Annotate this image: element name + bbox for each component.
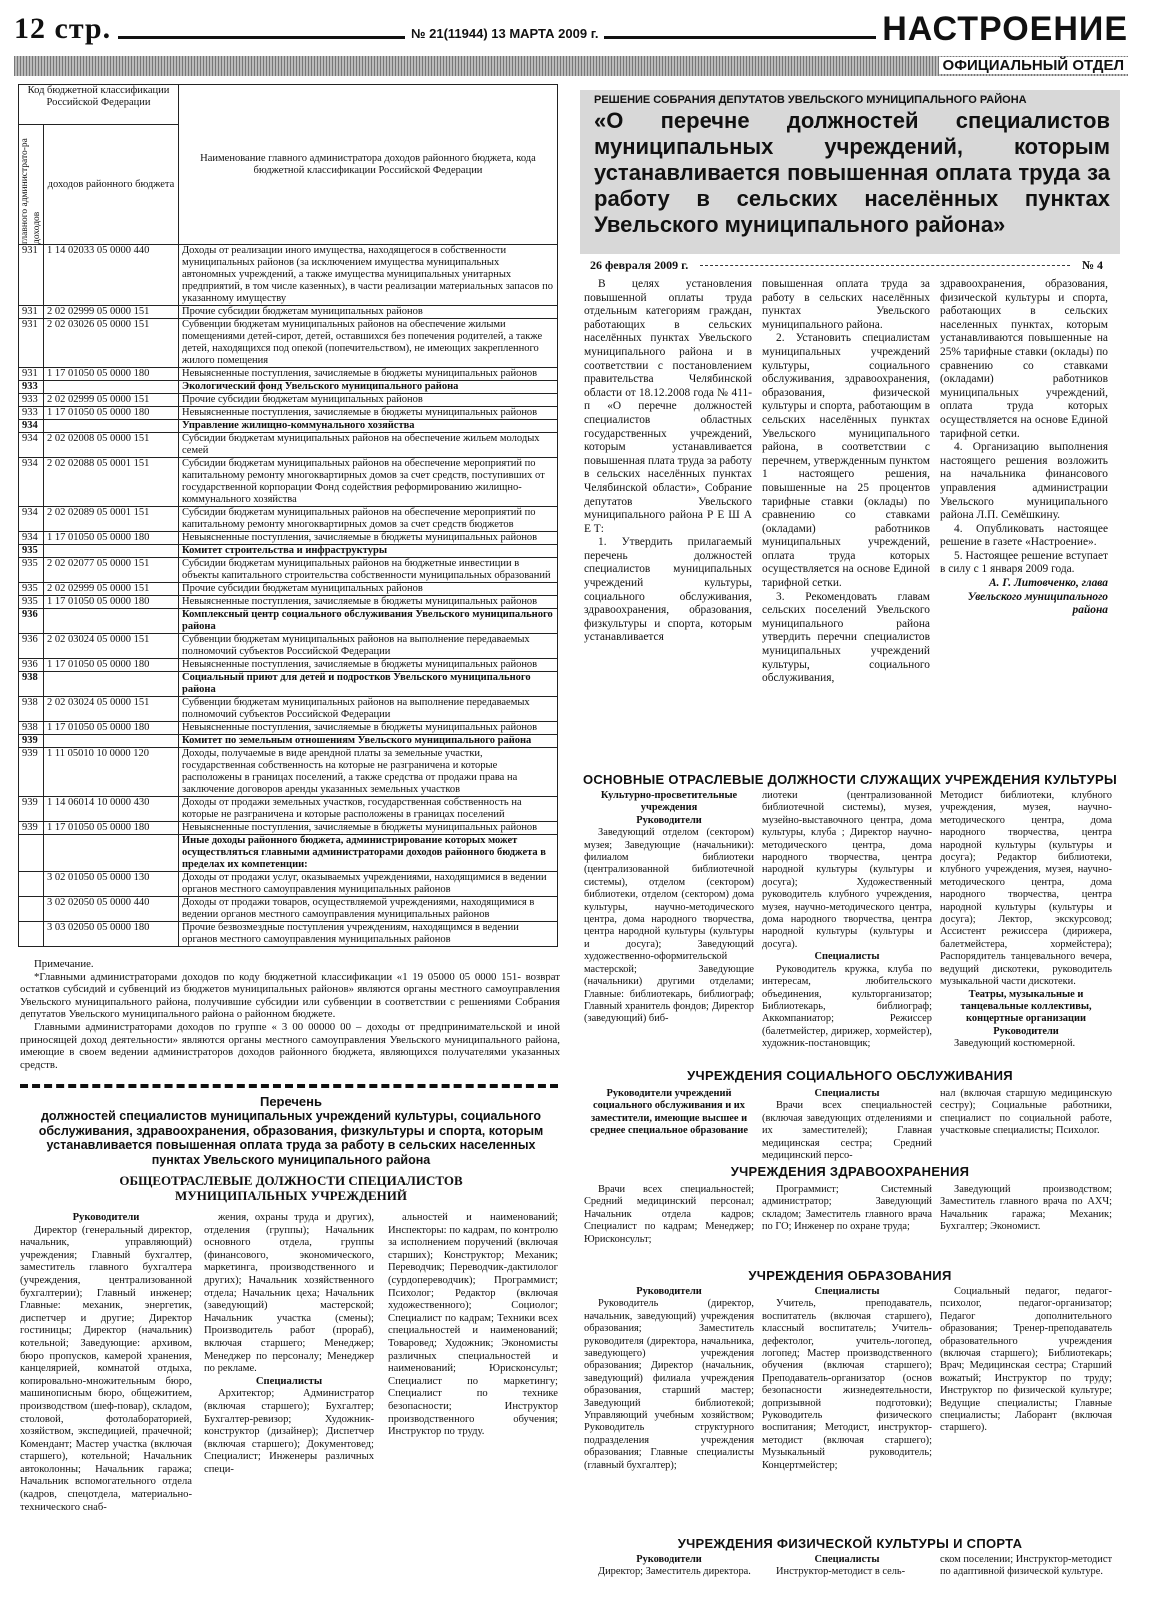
- table-cell-code: 2 02 03024 05 0000 151: [44, 697, 179, 722]
- sport-text: Директор; Заместитель директора.: [598, 1566, 751, 1578]
- table-cell-name: Доходы от продажи услуг, оказываемых учреждениями, находящимися в ведении органов местного самоуправления муниципальных районов: [179, 872, 558, 897]
- table-cell-name: Прочие субсидии бюджетам муниципальных районов: [179, 394, 558, 407]
- table-cell-code: 1 17 01050 05 0000 180: [44, 532, 179, 545]
- table-head-code: Код бюджетной классификации Российской Федерации: [19, 85, 179, 125]
- decision-number: № 4: [1082, 258, 1104, 272]
- table-cell-name: Иные доходы районного бюджета, администрирование которых может осуществляться главными администраторами доходов районного бюджета в пределах их компетенции:: [179, 835, 558, 872]
- health-text: Заведующий производством; Заместитель главного врача по АХЧ; Начальник гаража; Механик; Бухгалтер; Экономист.: [940, 1184, 1112, 1233]
- table-cell-name: Субвенции бюджетам муниципальных районов на выполнение передаваемых полномочий субъектов Российской Федерации: [179, 634, 558, 659]
- table-cell-name: Субсидии бюджетам муниципальных районов на обеспечение мероприятий по капитальному ремонту многоквартирных домов за счет средств бюджетов: [179, 507, 558, 532]
- table-cell-name: Управление жилищно-коммунального хозяйства: [179, 420, 558, 433]
- table-cell-name: Невыясненные поступления, зачисляемые в бюджеты муниципальных районов: [179, 722, 558, 735]
- social-text: Врачи всех специальностей (включая заведующих отделениями и их заместителей); Главная медицинская сестра; Средний медицинский персо-: [762, 1100, 932, 1162]
- education-col-2: [762, 1286, 932, 1472]
- decision-col-3: [940, 278, 1108, 618]
- table-row: [19, 532, 558, 545]
- table-cell-code: 1 17 01050 05 0000 180: [44, 596, 179, 609]
- table-cell-code: [44, 609, 179, 634]
- decision-signature: А. Г. Литовченко, глава Увельского муниципального района: [967, 577, 1108, 617]
- table-row: [19, 659, 558, 672]
- table-cell-name: Невыясненные поступления, зачисляемые в бюджеты муниципальных районов: [179, 659, 558, 672]
- table-cell-code: 1 17 01050 05 0000 180: [44, 822, 179, 835]
- list-text: альностей и наименований; Инспекторы: по кадрам, по контролю за исполнением поручений (включая старших); Конструктор; Механик; Переводчик; Переводчик-дактилолог (сурдопереводчик); Программист; Психолог; Редактор (включая художественного); Социолог; Специалист по кадрам; Техники всех специальностей и наименований; Товаровед; Художник; Экономисты различных специальностей и наименований; Юрисконсульт; Специалист по маркетингу; Специалист по технике безопасности; Инструктор производственного обучения; Инструктор по труду.: [388, 1212, 558, 1438]
- decision-text: 5. Настоящее решение вступает в силу с 1 января 2009 года.: [940, 549, 1108, 576]
- education-text: Учитель, преподаватель, воспитатель (включая старшего), классный воспитатель; Учитель-дефектолог, учитель-логопед, логопед; Мастер производственного обучения (включая старшего); Преподаватель-организатор (основ безопасности жизнедеятельности, допризывной подготовки); Руководитель физического воспитания; Методист, инструктор-методист (включая старшего); Музыкальный руководитель; Концертмейстер;: [762, 1298, 932, 1471]
- culture-text: Методист библиотеки, клубного учреждения, музея, научно-методического центра, дома народного творчества, центра народной культуры (культуры и досуга); Редактор библиотеки, клубного учреждения, музея, научно-методического центра, дома народного творчества, центра народной культуры (культуры и досуга); Лектор, экскурсовод; Ассистент режиссера (дирижера, балетмейстера, хормейстера); Распорядитель танцевального вечера, ведущий дискотеки, руководитель музыкальной части дискотеки.: [940, 790, 1112, 988]
- education-text: Руководитель (директор, начальник, заведующий) учреждения образования; Заместитель руководителя (директора, начальника, заведующего) учреждения образования; Директор (начальник, заведующий) филиала учреждения образования, старший мастер; Заведующий библиотекой; Управляющий учебным хозяйством; Руководитель структурного подразделения учреждения образования; Главные специалисты (главный бухгалтер);: [584, 1298, 754, 1471]
- table-cell-code: 1 17 01050 05 0000 180: [44, 659, 179, 672]
- table-cell-code: 1 17 01050 05 0000 180: [44, 368, 179, 381]
- list-col-1: [20, 1212, 192, 1514]
- table-cell-admin: [19, 922, 44, 947]
- table-cell-admin: 934: [19, 433, 44, 458]
- table-cell-name: Прочие субсидии бюджетам муниципальных районов: [179, 583, 558, 596]
- table-cell-code: [44, 381, 179, 394]
- sport-heading: УЧРЕЖДЕНИЯ ФИЗИЧЕСКОЙ КУЛЬТУРЫ И СПОРТА: [677, 1536, 1023, 1551]
- list-text: жения, охраны труда и других), отделения (группы); Начальник основного отдела, группы (финансового, экономического, маркетинга, производственного и других); Начальник хозяйственного отдела; Начальник цеха; Начальник (заведующий) мастерской; Начальник участка (смены); Производитель работ (прораб), включая старшего; Менеджер; Менеджер по персоналу; Менеджер по рекламе.: [204, 1212, 374, 1375]
- health-heading: УЧРЕЖДЕНИЯ ЗДРАВООХРАНЕНИЯ: [730, 1164, 970, 1179]
- table-cell-code: 1 11 05010 10 0000 120: [44, 748, 179, 797]
- table-row: [19, 697, 558, 722]
- table-cell-name: Комитет строительства и инфраструктуры: [179, 545, 558, 558]
- decision-kicker: РЕШЕНИЕ СОБРАНИЯ ДЕПУТАТОВ УВЕЛЬСКОГО МУНИЦИПАЛЬНОГО РАЙОНА: [594, 94, 1027, 106]
- list-sub-heading: Руководители: [72, 1212, 140, 1223]
- section-title: ОФИЦИАЛЬНЫЙ ОТДЕЛ: [939, 57, 1128, 74]
- table-cell-admin: [19, 872, 44, 897]
- table-cell-admin: 935: [19, 558, 44, 583]
- table-row: [19, 722, 558, 735]
- table-row: [19, 381, 558, 394]
- page-number: 12 стр.: [14, 12, 112, 45]
- table-row: [19, 319, 558, 368]
- table-cell-code: 2 02 02088 05 0001 151: [44, 458, 179, 507]
- table-cell-admin: 938: [19, 672, 44, 697]
- table-cell-name: Невыясненные поступления, зачисляемые в бюджеты муниципальных районов: [179, 822, 558, 835]
- decision-text: 3. Рекомендовать главам сельских поселений Увельского муниципального района утвердить перечни специалистов муниципальных учреждений культуры, социального обслуживания,: [762, 590, 930, 685]
- table-cell-admin: 939: [19, 748, 44, 797]
- table-row: [19, 835, 558, 872]
- table-cell-admin: 934: [19, 507, 44, 532]
- table-cell-admin: 939: [19, 797, 44, 822]
- table-cell-admin: [19, 897, 44, 922]
- table-head-income: доходов районного бюджета: [44, 125, 179, 245]
- education-col-1: [584, 1286, 754, 1472]
- table-cell-admin: 931: [19, 306, 44, 319]
- table-cell-name: Комитет по земельным отношениям Увельского муниципального района: [179, 735, 558, 748]
- table-cell-admin: 935: [19, 545, 44, 558]
- table-row: [19, 407, 558, 420]
- list-text: Архитектор; Администратор (включая старшего); Бухгалтер; Бухгалтер-ревизор; Художник-конструктор (дизайнер); Диспетчер (включая старшего); Документовед; Специалист; Инженеры различных специ-: [204, 1388, 374, 1475]
- social-col-2: [762, 1088, 932, 1162]
- note-paragraph: Главными администраторами доходов по группе « 3 00 00000 00 – доходы от предпринимательской и иной приносящей доход деятельности» являются органы местного самоуправления Увельского муниципального района, имеющие в своем ведении администраторов доходов районного бюджета, являющихся получателями указанных средств.: [20, 1020, 560, 1071]
- culture-sub-heading: Руководители: [636, 814, 702, 826]
- table-cell-code: 3 02 02050 05 0000 440: [44, 897, 179, 922]
- decision-col-1: [584, 278, 752, 645]
- table-row: [19, 922, 558, 947]
- table-cell-code: [44, 735, 179, 748]
- table-cell-name: Субсидии бюджетам муниципальных районов на бюджетные инвестиции в объекты капитального строительства собственности муниципальных образований: [179, 558, 558, 583]
- list-text: Директор (генеральный директор, начальник, управляющий) учреждения; Главный бухгалтер, заместитель главного бухгалтера (учреждения, централизованной бухгалтерии); Главный инженер; Главные: механик, энергетик, диспетчер и другие; Директор гостиницы; Директор (начальник) котельной; Заведующие: архивом, бюро пропусков, камерой хранения, канцелярией, комнатой отдыха, копировально-множительным бюро, машинописным бюро, общежитием, производством (шеф-повар), складом, столовой, фотолабораторией, хозяйством, экспедицией, прачечной; Комендант; Мастер участка (включая старшего), котельной; Начальник автоколонны; Начальник гаража; Начальник вспомогательного отдела (кадров, спецотдела, материально-технического снаб-: [20, 1224, 192, 1513]
- table-cell-admin: 934: [19, 532, 44, 545]
- decision-text: 1. Утвердить прилагаемый перечень должностей специалистов муниципальных учреждений культуры, социального обслуживания, здравоохранения, образования, физкультуры и спорта, которым устанавливается: [584, 536, 752, 644]
- table-head-name: Наименование главного администратора доходов районного бюджета, кода бюджетной классификации Российской Федерации: [179, 85, 558, 245]
- table-row: [19, 672, 558, 697]
- culture-col-3: [940, 790, 1112, 1051]
- table-cell-code: 1 17 01050 05 0000 180: [44, 722, 179, 735]
- table-cell-code: 2 02 03026 05 0000 151: [44, 319, 179, 368]
- sport-sub-heading: Специалисты: [814, 1554, 880, 1565]
- table-cell-name: Субсидии бюджетам муниципальных районов на обеспечение жильем молодых семей: [179, 433, 558, 458]
- table-cell-admin: 938: [19, 697, 44, 722]
- list-sub-heading: Специалисты: [255, 1375, 323, 1387]
- table-row: [19, 748, 558, 797]
- health-text: Врачи всех специальностей; Средний медицинский персонал; Начальник отдела кадров; Специалист по кадрам; Менеджер; Юрисконсульт;: [584, 1184, 754, 1245]
- table-cell-code: 1 14 06014 10 0000 430: [44, 797, 179, 822]
- table-cell-admin: 934: [19, 420, 44, 433]
- education-sub-heading: Руководители: [636, 1286, 702, 1297]
- note-paragraph: *Главными администраторами доходов по коду бюджетной классификации «1 19 05000 05 0000 151- возврат остатков субсидий и субвенций из бюджетов муниципальных районов» являются органы местного самоуправления Увельского муниципального района, получившие субсидии или субвенции в соответствии с решениями Собрания депутатов Увельского муниципального района о районном бюджете.: [20, 970, 560, 1021]
- culture-sub-title: Культурно-просветительные учреждения: [600, 790, 738, 814]
- table-row: [19, 420, 558, 433]
- table-cell-name: Прочие субсидии бюджетам муниципальных районов: [179, 306, 558, 319]
- table-cell-admin: 931: [19, 319, 44, 368]
- table-row: [19, 558, 558, 583]
- culture-heading: ОСНОВНЫЕ ОТРАСЛЕВЫЕ ДОЛЖНОСТИ СЛУЖАЩИХ УЧРЕЖДЕНИЯ КУЛЬТУРЫ: [582, 772, 1118, 787]
- culture-sub-heading: Руководители: [993, 1025, 1059, 1037]
- table-cell-admin: 931: [19, 368, 44, 381]
- table-row: [19, 245, 558, 306]
- table-row: [19, 609, 558, 634]
- culture-text: лиотеки (централизованной библиотечной системы), музея, музейно-выставочного центра, дома культуры, клуба ; Директор научно-методического центра, дома народного творчества, центра народной культуры (культуры и досуга); Художественный руководитель клубного учреждения, музея, научно-методического центра, дома народного творчества, центра народной культуры (культуры и досуга).: [762, 790, 932, 950]
- note-title: Примечание.: [34, 958, 94, 970]
- table-row: [19, 507, 558, 532]
- decision-text: здравоохранения, образования, физической культуры и спорта, работающих в сельских населенных пунктах, которым устанавливаются повышенные на 25% тарифные ставки (оклады) по сравнению со ставками (окладами) работников муниципальных учреждений, оплата труда которых осуществляется на основе Единой тарифной сетки.: [940, 278, 1108, 440]
- table-row: [19, 735, 558, 748]
- table-cell-admin: 935: [19, 583, 44, 596]
- table-cell-admin: 936: [19, 609, 44, 634]
- table-cell-name: Невыясненные поступления, зачисляемые в бюджеты муниципальных районов: [179, 368, 558, 381]
- culture-text: Руководитель кружка, клуба по интересам, любительского объединения, культорганизатор; Библиотекарь, библиограф; Аккомпаниатор; Режиссер (балетмейстер, дирижер, хормейстер), художник-постановщик;: [762, 963, 932, 1050]
- table-cell-name: Социальный приют для детей и подростков Увельского муниципального района: [179, 672, 558, 697]
- table-cell-admin: 934: [19, 458, 44, 507]
- decision-col-2: [762, 278, 930, 686]
- social-col-1: Руководители учреждений социального обслуживания и их заместители, имеющие высшее и среднее специальное образование: [590, 1088, 748, 1137]
- education-text: Социальный педагог, педагог-психолог, педагог-организатор; Педагог дополнительного образования; Тренер-преподаватель образовательного учреждения (включая старшего); Библиотекарь; Врач; Медицинская сестра; Старший вожатый; Инструктор по труду; Инструктор по физической культуре; Ведущие специалисты; Главные специалисты; Лаборант (включая старшего).: [940, 1286, 1112, 1434]
- social-heading: УЧРЕЖДЕНИЯ СОЦИАЛЬНОГО ОБСЛУЖИВАНИЯ: [687, 1068, 1013, 1083]
- health-col-3: [940, 1184, 1112, 1234]
- sport-text: Инструктор-методист в сель-: [776, 1566, 906, 1578]
- decision-text: повышенная оплата труда за работу в сельских населённых пунктах Увельского муниципального района.: [762, 278, 930, 331]
- table-row: [19, 306, 558, 319]
- sport-col-1: [584, 1554, 754, 1579]
- table-row: [19, 458, 558, 507]
- table-cell-code: 2 02 02089 05 0001 151: [44, 507, 179, 532]
- table-row: [19, 394, 558, 407]
- table-cell-name: Субвенции бюджетам муниципальных районов на выполнение передаваемых полномочий субъектов Российской Федерации: [179, 697, 558, 722]
- table-cell-name: Доходы от реализации иного имущества, находящегося в собственности муниципальных районов (за исключением имущества муниципальных автономных учреждений, а также имущества муниципальных унитарных предприятий, в том числе казенных), в части реализации материальных запасов по указанному имуществу: [179, 245, 558, 306]
- table-cell-admin: 935: [19, 596, 44, 609]
- culture-col-2: [762, 790, 932, 1051]
- table-cell-admin: 933: [19, 394, 44, 407]
- list-title: Перечень: [259, 1094, 323, 1109]
- list-description: должностей специалистов муниципальных учреждений культуры, социального обслуживания, здравоохранения, образования, физкультуры и спорта, которым устанавливается повышенная оплата труда за работу в сельских населенных пунктах Увельского муниципального района: [38, 1109, 544, 1167]
- culture-sub-title: Театры, музыкальные и танцевальные коллективы, концертные организации: [960, 988, 1092, 1025]
- issue-info: № 21(11944) 13 МАРТА 2009 г.: [405, 26, 604, 41]
- table-cell-admin: 938: [19, 722, 44, 735]
- table-cell-code: [44, 545, 179, 558]
- table-cell-code: 1 14 02033 05 0000 440: [44, 245, 179, 306]
- table-cell-code: 2 02 02999 05 0000 151: [44, 394, 179, 407]
- sport-text: ском поселении; Инструктор-методист по адаптивной физической культуре.: [940, 1554, 1112, 1578]
- table-cell-code: 2 02 03024 05 0000 151: [44, 634, 179, 659]
- table-cell-name: Комплексный центр социального обслуживания Увельского муниципального района: [179, 609, 558, 634]
- table-row: [19, 545, 558, 558]
- education-heading: УЧРЕЖДЕНИЯ ОБРАЗОВАНИЯ: [748, 1268, 952, 1283]
- budget-table: [18, 84, 558, 947]
- table-cell-code: 2 02 02008 05 0000 151: [44, 433, 179, 458]
- table-row: [19, 797, 558, 822]
- table-row: [19, 872, 558, 897]
- table-row: [19, 596, 558, 609]
- decision-rule: [700, 265, 1070, 266]
- list-col-2: [204, 1212, 374, 1476]
- culture-sub-heading: Специалисты: [814, 951, 880, 963]
- table-row: [19, 897, 558, 922]
- dashed-divider: [20, 1084, 558, 1088]
- table-cell-code: 2 02 02999 05 0000 151: [44, 583, 179, 596]
- table-row: [19, 583, 558, 596]
- budget-table-block: [18, 84, 558, 947]
- table-row: [19, 634, 558, 659]
- culture-text: Заведующий отделом (сектором) музея; Заведующие (начальники): филиалом библиотеки (централизованной библиотечной системы), отделом (сектором) библиотеки, отделом (сектором) дома культуры, научно-методического центра, дома народного творчества, центра народной культуры (культуры и досуга); Заведующий художественно-оформительской мастерской; Заведующие (начальники) другими отделами; Главные: библиотекарь, библиограф; Главный хранитель фондов; Директор (заведующий) биб-: [584, 827, 754, 1025]
- table-cell-name: Субсидии бюджетам муниципальных районов на обеспечение мероприятий по капитальному ремонту многоквартирных домов за счет средств, поступивших от государственной корпорации Фонд содействия реформированию жилищно-коммунального хозяйства: [179, 458, 558, 507]
- table-cell-admin: 933: [19, 407, 44, 420]
- decision-title: «О перечне должностей специалистов муниципальных учреждений, которым устанавливается повышенная оплата труда за работу в сельских населённых пунктах Увельского муниципального района»: [594, 108, 1110, 237]
- social-col-3: [940, 1088, 1112, 1138]
- table-cell-code: [44, 835, 179, 872]
- health-text: Программист; Системный администратор; Заведующий складом; Заместитель главного врача по ГО; Инженер по охране труда;: [762, 1184, 932, 1233]
- education-col-3: [940, 1286, 1112, 1435]
- social-text: нал (включая старшую медицинскую сестру); Социальные работники, специалист по социальной работе, участковые специалисты; Психолог.: [940, 1088, 1112, 1137]
- table-cell-name: Доходы от продажи товаров, осуществляемой учреждениями, находящимися в ведении органов местного самоуправления муниципальных районов: [179, 897, 558, 922]
- table-cell-name: Невыясненные поступления, зачисляемые в бюджеты муниципальных районов: [179, 407, 558, 420]
- table-cell-name: Невыясненные поступления, зачисляемые в бюджеты муниципальных районов: [179, 532, 558, 545]
- culture-text: Заведующий костюмерной.: [954, 1038, 1076, 1050]
- table-cell-code: 1 17 01050 05 0000 180: [44, 407, 179, 420]
- decision-header-block: [580, 90, 1120, 254]
- table-cell-name: Прочие безвозмездные поступления учреждениям, находящимся в ведении органов местного самоуправления муниципальных районов: [179, 922, 558, 947]
- newspaper-title: НАСТРОЕНИЕ: [876, 10, 1128, 49]
- table-cell-code: 3 02 01050 05 0000 130: [44, 872, 179, 897]
- table-row: [19, 433, 558, 458]
- table-cell-code: [44, 420, 179, 433]
- list-col-3: [388, 1212, 558, 1439]
- sport-col-2: [762, 1554, 932, 1579]
- table-cell-name: Доходы от продажи земельных участков, государственная собственность на которые не разграничена и которые расположены в границах поселений: [179, 797, 558, 822]
- education-sub-heading: Специалисты: [814, 1286, 880, 1297]
- table-cell-admin: 936: [19, 659, 44, 672]
- table-row: [19, 822, 558, 835]
- table-cell-admin: [19, 835, 44, 872]
- decision-text: 4. Организацию выполнения настоящего решения возложить на начальника финансового управления администрации Увельского муниципального района Л.П. Семёшкину.: [940, 441, 1108, 522]
- decision-text: В целях установления повышенной оплаты труда отдельным категориям граждан, работающих в сельских населённых пунктах Увельского муниципального района и в соответствии с постановлением правительства Челябинской области от 18.12.2008 года № 411-п «О перечне должностей специалистов областных государственных учреждений, которым устанавливается повышенная плата труда за работу в сельских населённых пунктах Челябинской области», Собрание депутатов Увельского муниципального района Р Е Ш А Е Т:: [584, 278, 752, 535]
- table-cell-admin: 933: [19, 381, 44, 394]
- table-cell-code: 2 02 02077 05 0000 151: [44, 558, 179, 583]
- table-cell-code: [44, 672, 179, 697]
- social-sub-heading: Специалисты: [814, 1088, 880, 1099]
- table-cell-name: Доходы, получаемые в виде арендной платы за земельные участки, государственная собственность на которые не разграничена и которые расположены в границах поселений, а также средства от продажи права на заключение договоров аренды указанных земельных участков: [179, 748, 558, 797]
- list-header: [36, 1094, 546, 1203]
- culture-col-1: [584, 790, 754, 1026]
- health-col-1: [584, 1184, 754, 1246]
- table-cell-admin: 936: [19, 634, 44, 659]
- health-col-2: [762, 1184, 932, 1234]
- decision-text: 4. Опубликовать настоящее решение в газете «Настроение».: [940, 522, 1108, 549]
- table-cell-admin: 939: [19, 735, 44, 748]
- table-cell-name: Субвенции бюджетам муниципальных районов на обеспечение жилыми помещениями детей-сирот, детей, оставшихся без попечения родителей, а также детей, находящихся под опекой (попечительством), не имеющих закрепленного жилого помещения: [179, 319, 558, 368]
- table-cell-name: Экологический фонд Увельского муниципального района: [179, 381, 558, 394]
- table-cell-code: 3 03 02050 05 0000 180: [44, 922, 179, 947]
- sport-sub-heading: Руководители: [636, 1554, 702, 1565]
- table-note: [20, 958, 560, 1071]
- table-row: [19, 368, 558, 381]
- decision-date: 26 февраля 2009 г.: [590, 258, 689, 272]
- list-subtitle: ОБЩЕОТРАСЛЕВЫЕ ДОЛЖНОСТИ СПЕЦИАЛИСТОВ МУНИЦИПАЛЬНЫХ УЧРЕЖДЕНИЙ: [119, 1173, 463, 1203]
- decision-text: 2. Установить специалистам муниципальных учреждений культуры, социального обслуживания, здравоохранения, образования, физической культуры и спорта, работающим в сельских населённых пунктах Увельского муниципального района, в соответствии с перечнем, утвержденным пунктом 1 настоящего решения, повышенные на 25 процентов тарифные ставки (оклады) по сравнению со ставками (окладами) работников муниципальных учреждений, оплата труда которых осуществляется на основе Единой тарифной сетки.: [762, 332, 930, 590]
- table-cell-name: Невыясненные поступления, зачисляемые в бюджеты муниципальных районов: [179, 596, 558, 609]
- table-cell-admin: 931: [19, 245, 44, 306]
- table-cell-admin: 939: [19, 822, 44, 835]
- table-cell-code: 2 02 02999 05 0000 151: [44, 306, 179, 319]
- table-head-admin: главного администрато-ра доходов: [19, 125, 44, 245]
- sport-col-3: [940, 1554, 1112, 1579]
